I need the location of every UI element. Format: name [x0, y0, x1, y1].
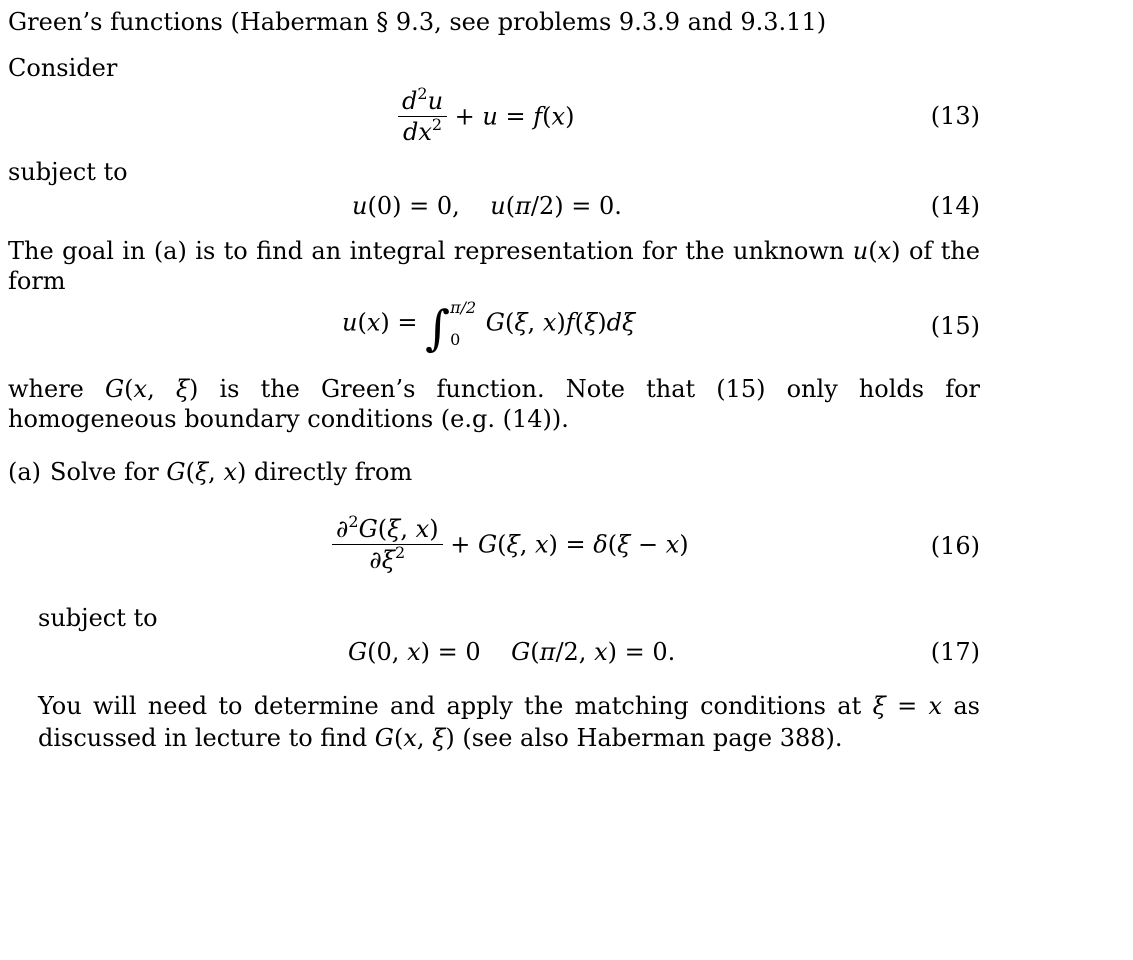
- where-text-1: where: [8, 375, 84, 403]
- consider-text: Consider: [8, 54, 118, 82]
- part-a-subject-to: subject to: [38, 604, 158, 632]
- part-a-label: (a): [8, 458, 42, 486]
- equation-15: [8, 294, 980, 358]
- subject-to-text: subject to: [8, 158, 128, 186]
- equation-14-body: u(0) = 0, u(π/2) = 0.: [352, 192, 622, 220]
- where-text-2: is the Green’s function. Note that (15) only holds for homogeneous boundary conditions (e.g. (14)).: [8, 375, 980, 433]
- goal-text-1: The goal in (a) is to find an integral representation for the unknown: [8, 237, 845, 265]
- equation-14: [8, 192, 980, 228]
- part-a-final-paragraph: You will need to determine and apply the matching conditions at ξ = x as discussed in lecture to find G(x, ξ) (see also Haberman page 388).: [38, 692, 980, 752]
- goal-paragraph: The goal in (a) is to find an integral representation for the unknown u(x) of the form: [8, 237, 980, 295]
- equation-17: [8, 638, 980, 674]
- fraction-partial-G: $\frac{\partial^2G(\xi, x)}{\partial\xi^2}$: [332, 514, 443, 575]
- equation-13-number: (13): [930, 102, 980, 130]
- where-paragraph: where G(x, ξ) is the Green’s function. Note that (15) only holds for homogeneous boundary conditions (e.g. (14)).: [8, 375, 980, 433]
- part-a-intro: Solve for G(ξ, x) directly from: [50, 458, 413, 486]
- equation-16-body: $\frac{\partial^2G(\xi, x)}{\partial\xi^2}$ + G(ξ, x) = δ(ξ − x): [332, 514, 689, 575]
- equation-15-body: u(x) = ∫ π/2 0 G(ξ, x)f(ξ)dξ: [342, 298, 636, 357]
- equation-15-number: (15): [930, 312, 980, 340]
- section-heading: Green’s functions (Haberman § 9.3, see problems 9.3.9 and 9.3.11): [8, 8, 827, 36]
- equation-16-number: (16): [930, 532, 980, 560]
- equation-13-body: $\frac{d^2u}{dx^2}$ + u = f(x): [398, 86, 574, 147]
- integral-sign: ∫: [425, 300, 451, 357]
- equation-16: [8, 514, 980, 578]
- equation-13: [8, 86, 980, 146]
- equation-14-number: (14): [930, 192, 980, 220]
- fraction-d2u-dx2: $\frac{d^2u}{dx^2}$: [398, 86, 447, 147]
- goal-text-2: of the form: [8, 237, 980, 295]
- equation-17-body: G(0, x) = 0 G(π/2, x) = 0.: [348, 638, 676, 666]
- equation-17-number: (17): [930, 638, 980, 666]
